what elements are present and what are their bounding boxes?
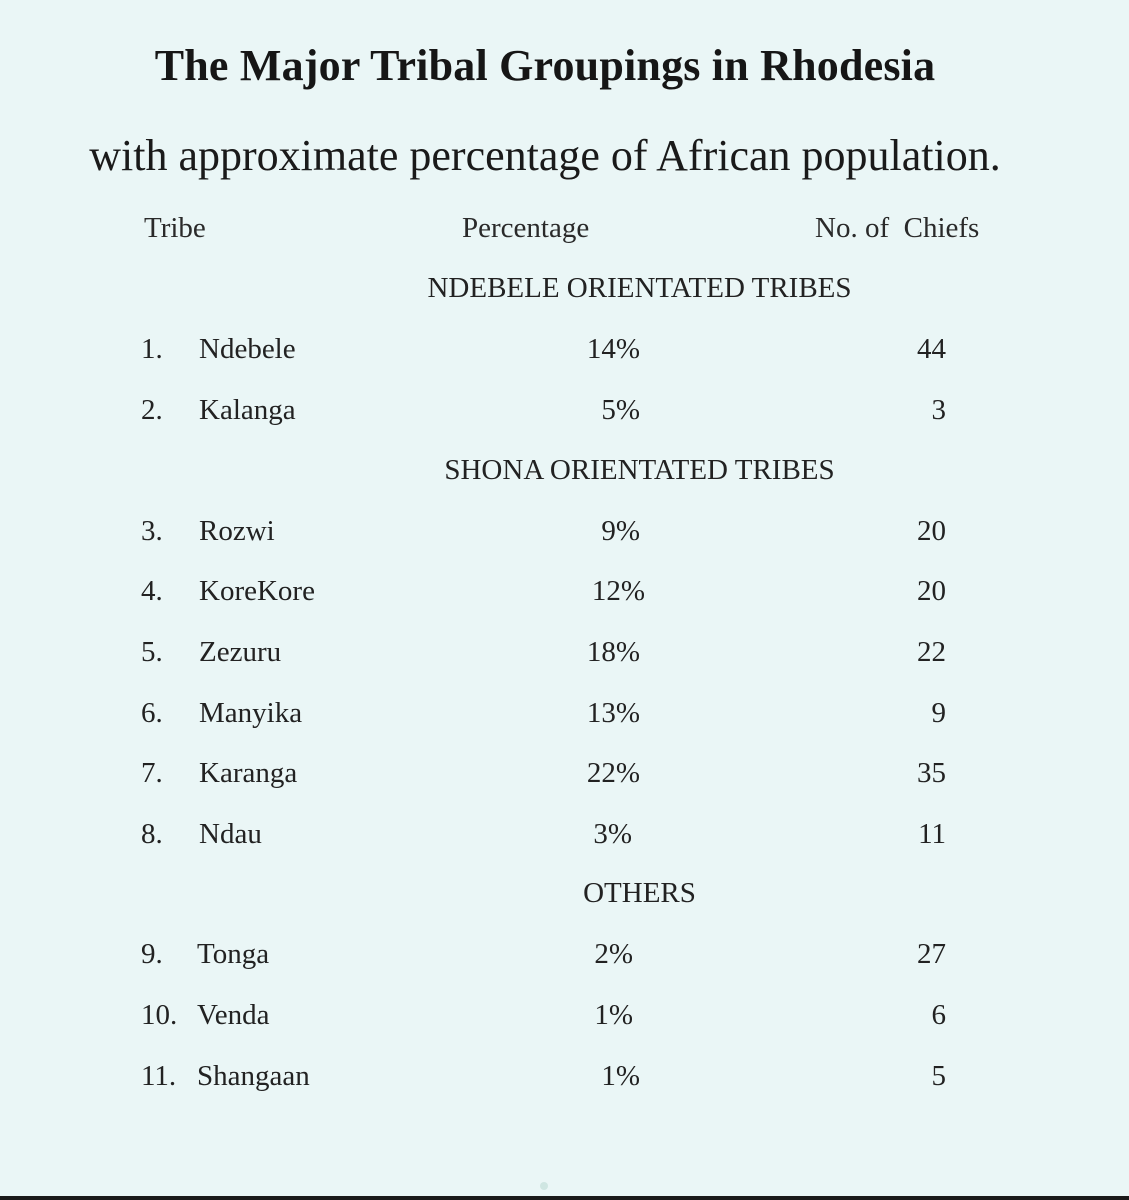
tribe-percentage: 1% <box>601 1060 640 1092</box>
table-row <box>0 394 1129 434</box>
table-row <box>0 333 1129 373</box>
row-number: 2. <box>141 394 163 426</box>
tribe-name: Venda <box>197 999 270 1031</box>
page-indicator-dot <box>540 1182 548 1190</box>
tribe-percentage: 3% <box>593 818 632 850</box>
row-number: 6. <box>141 697 163 729</box>
tribe-name: Ndau <box>199 818 262 850</box>
table-row <box>0 636 1129 676</box>
tribe-percentage: 18% <box>586 636 640 668</box>
table-row <box>0 697 1129 737</box>
page-title: The Major Tribal Groupings in Rhodesia <box>154 41 936 90</box>
table-row <box>0 999 1129 1039</box>
table-row <box>0 818 1129 858</box>
tribe-percentage: 13% <box>586 697 640 729</box>
tribe-name: Karanga <box>199 757 298 789</box>
tribe-name: Rozwi <box>199 515 275 547</box>
tribe-chiefs: 9 <box>931 697 946 729</box>
tribe-name: Ndebele <box>199 333 296 365</box>
tribe-chiefs: 6 <box>931 999 946 1031</box>
tribe-chiefs: 20 <box>917 575 946 607</box>
row-number: 4. <box>141 575 163 607</box>
group-heading-others: OTHERS <box>583 877 696 909</box>
tribe-percentage: 12% <box>591 575 645 607</box>
row-number: 3. <box>141 515 163 547</box>
table-row <box>0 575 1129 615</box>
tribe-name: Zezuru <box>199 636 282 668</box>
group-heading-ndebele: NDEBELE ORIENTATED TRIBES <box>427 272 852 304</box>
tribe-chiefs: 11 <box>918 818 946 850</box>
row-number: 11. <box>141 1060 177 1092</box>
row-number: 8. <box>141 818 163 850</box>
tribe-chiefs: 35 <box>917 757 946 789</box>
group-heading-shona: SHONA ORIENTATED TRIBES <box>444 454 835 486</box>
tribe-chiefs: 3 <box>931 394 946 426</box>
tribe-percentage: 14% <box>586 333 640 365</box>
tribe-name: Shangaan <box>197 1060 310 1092</box>
table-row <box>0 938 1129 978</box>
tribe-percentage: 1% <box>594 999 633 1031</box>
tribe-name: KoreKore <box>199 575 315 607</box>
tribe-percentage: 2% <box>594 938 633 970</box>
row-number: 9. <box>141 938 163 970</box>
tribe-chiefs: 22 <box>917 636 946 668</box>
tribe-name: Kalanga <box>199 394 296 426</box>
tribe-name: Manyika <box>199 697 303 729</box>
tribe-percentage: 22% <box>586 757 640 789</box>
tribe-percentage: 5% <box>601 394 640 426</box>
row-number: 1. <box>141 333 163 365</box>
tribe-chiefs: 27 <box>917 938 946 970</box>
tribe-chiefs: 20 <box>917 515 946 547</box>
row-number: 7. <box>141 757 163 789</box>
table-row <box>0 1060 1129 1100</box>
table-row <box>0 757 1129 797</box>
bottom-border <box>0 1196 1129 1200</box>
row-number: 10. <box>141 999 178 1031</box>
column-header-percentage: Percentage <box>462 212 590 244</box>
tribe-percentage: 9% <box>601 515 640 547</box>
column-header-tribe: Tribe <box>144 212 206 244</box>
row-number: 5. <box>141 636 163 668</box>
tribe-name: Tonga <box>197 938 270 970</box>
table-row <box>0 515 1129 555</box>
column-header-chiefs: No. of Chiefs <box>815 212 980 244</box>
tribe-chiefs: 5 <box>931 1060 946 1092</box>
tribe-chiefs: 44 <box>917 333 946 365</box>
page-subtitle: with approximate percentage of African population. <box>89 131 1001 180</box>
